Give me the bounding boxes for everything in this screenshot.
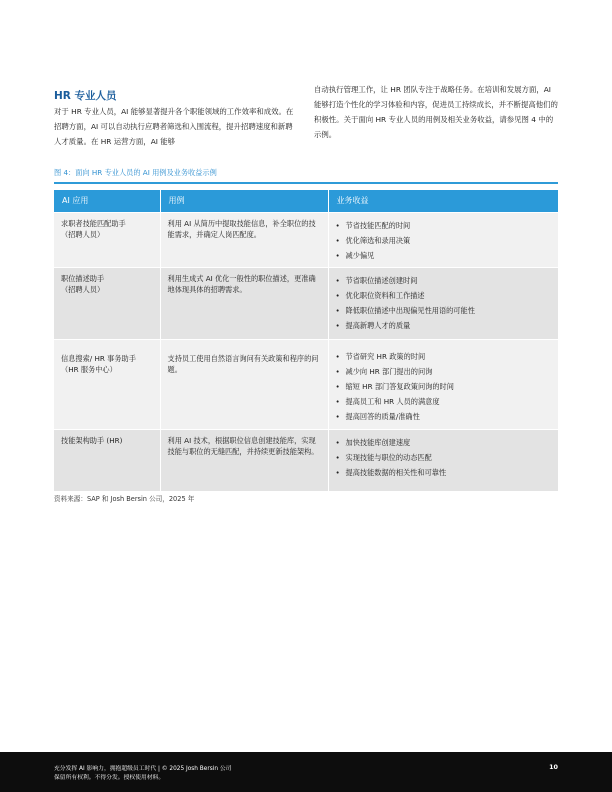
ai-app-role: （招聘人员） <box>61 284 105 294</box>
section-title: HR 专业人员 <box>54 90 117 102</box>
use-case-cell: 利用 AI 从简历中提取技能信息，补全职位的技能需求，并确定人岗匹配度。 <box>160 212 328 267</box>
benefit-item: • 降低职位描述中出现偏见性用语的可能性 <box>336 303 553 318</box>
ai-app-name: 求职者技能匹配助手 <box>61 218 126 228</box>
bullet-icon: • <box>335 351 340 361</box>
benefit-item: • 实现技能与职位的动态匹配 <box>336 450 553 465</box>
benefits-cell <box>328 429 558 491</box>
intro-paragraph-left: 对于 HR 专业人员，AI 能够显著提升各个职能领域的工作效率和成效。在招聘方面，AI 可以自动执行应聘者筛选和入围流程，提升招聘速度和新聘人才质量。在 HR 运营方面，AI 能够 <box>54 107 294 146</box>
use-case-table <box>54 190 558 491</box>
header-benefits: 业务收益 <box>328 190 558 212</box>
benefit-item: • 加快技能库创建速度 <box>336 435 553 450</box>
intro-paragraph-right: 自动执行管理工作，让 HR 团队专注于战略任务。在培训和发展方面，AI 能够打造个性化的学习体验和内容，促进员工持续成长，并不断提高他们的积极性。关于面向 HR 专业人员的用例及相关业务收益，请参见图 4 中的示例。 <box>314 85 558 139</box>
ai-app-role: （HR 服务中心） <box>61 364 117 374</box>
bullet-icon: • <box>335 305 340 315</box>
bullet-icon: • <box>335 235 340 245</box>
ai-app-cell <box>54 339 160 429</box>
benefit-item: • 节省技能匹配的时间 <box>336 218 553 233</box>
ai-app-cell <box>54 212 160 267</box>
use-case-cell: 利用 AI 技术，根据职位信息创建技能库，实现技能与职位的无缝匹配，并持续更新技能架构。 <box>160 429 328 491</box>
bullet-icon: • <box>335 290 340 300</box>
ai-app-role: （招聘人员） <box>61 229 105 239</box>
bullet-icon: • <box>335 452 340 462</box>
ai-app-cell <box>54 429 160 491</box>
table-row <box>54 212 558 267</box>
benefits-cell <box>328 212 558 267</box>
benefit-item: • 提高员工和 HR 人员的满意度 <box>336 394 553 409</box>
benefit-item: • 提高技能数据的相关性和可靠性 <box>336 465 553 480</box>
table-row <box>54 267 558 339</box>
bullet-icon: • <box>335 250 340 260</box>
benefit-item: • 减少向 HR 部门提出的问询 <box>336 364 553 379</box>
benefit-item: • 减少偏见 <box>336 248 553 263</box>
source-note: 资料来源：SAP 和 Josh Bersin 公司，2025 年 <box>54 495 195 503</box>
figure-rule <box>54 182 558 184</box>
figure-caption: 图 4：面向 HR 专业人员的 AI 用例及业务收益示例 <box>54 168 217 177</box>
benefit-item: • 节省职位描述创建时间 <box>336 273 553 288</box>
ai-app-name: 信息搜索/ HR 事务助手 <box>61 353 136 363</box>
bullet-icon: • <box>335 275 340 285</box>
table-row <box>54 429 558 491</box>
benefits-cell <box>328 267 558 339</box>
table-row <box>54 339 558 429</box>
bullet-icon: • <box>335 467 340 477</box>
footer-title: 充分发挥 AI 影响力，拥抱超级员工时代 | © 2025 Josh Bersin 公司 <box>54 766 232 772</box>
header-use-case: 用例 <box>160 190 328 212</box>
benefit-item: • 优化职位资料和工作描述 <box>336 288 553 303</box>
use-case-cell: 支持员工使用自然语言询问有关政策和程序的问题。 <box>160 339 328 429</box>
footer-rights: 保留所有权利。不得分发。授权使用材料。 <box>54 775 165 781</box>
benefits-cell <box>328 339 558 429</box>
benefit-item: • 提高回答的质量/准确性 <box>336 409 553 424</box>
page-number: 10 <box>549 763 558 771</box>
bullet-icon: • <box>335 411 340 421</box>
ai-app-name: 职位描述助手 <box>61 273 105 283</box>
page-footer <box>0 752 612 792</box>
bullet-icon: • <box>335 220 340 230</box>
ai-app-cell <box>54 267 160 339</box>
benefit-item: • 优化筛选和录用决策 <box>336 233 553 248</box>
ai-app-name: 技能架构助手 (HR) <box>61 435 123 445</box>
use-case-cell: 利用生成式 AI 优化一般性的职位描述，更准确地体现具体的招聘需求。 <box>160 267 328 339</box>
bullet-icon: • <box>335 437 340 447</box>
bullet-icon: • <box>335 381 340 391</box>
benefit-item: • 提高新聘人才的质量 <box>336 318 553 333</box>
bullet-icon: • <box>335 396 340 406</box>
bullet-icon: • <box>335 366 340 376</box>
benefit-item: • 节省研究 HR 政策的时间 <box>336 349 553 364</box>
table-header-row <box>54 190 558 212</box>
bullet-icon: • <box>335 320 340 330</box>
benefit-item: • 缩短 HR 部门答复政策问询的时间 <box>336 379 553 394</box>
header-ai-app: AI 应用 <box>54 190 160 212</box>
